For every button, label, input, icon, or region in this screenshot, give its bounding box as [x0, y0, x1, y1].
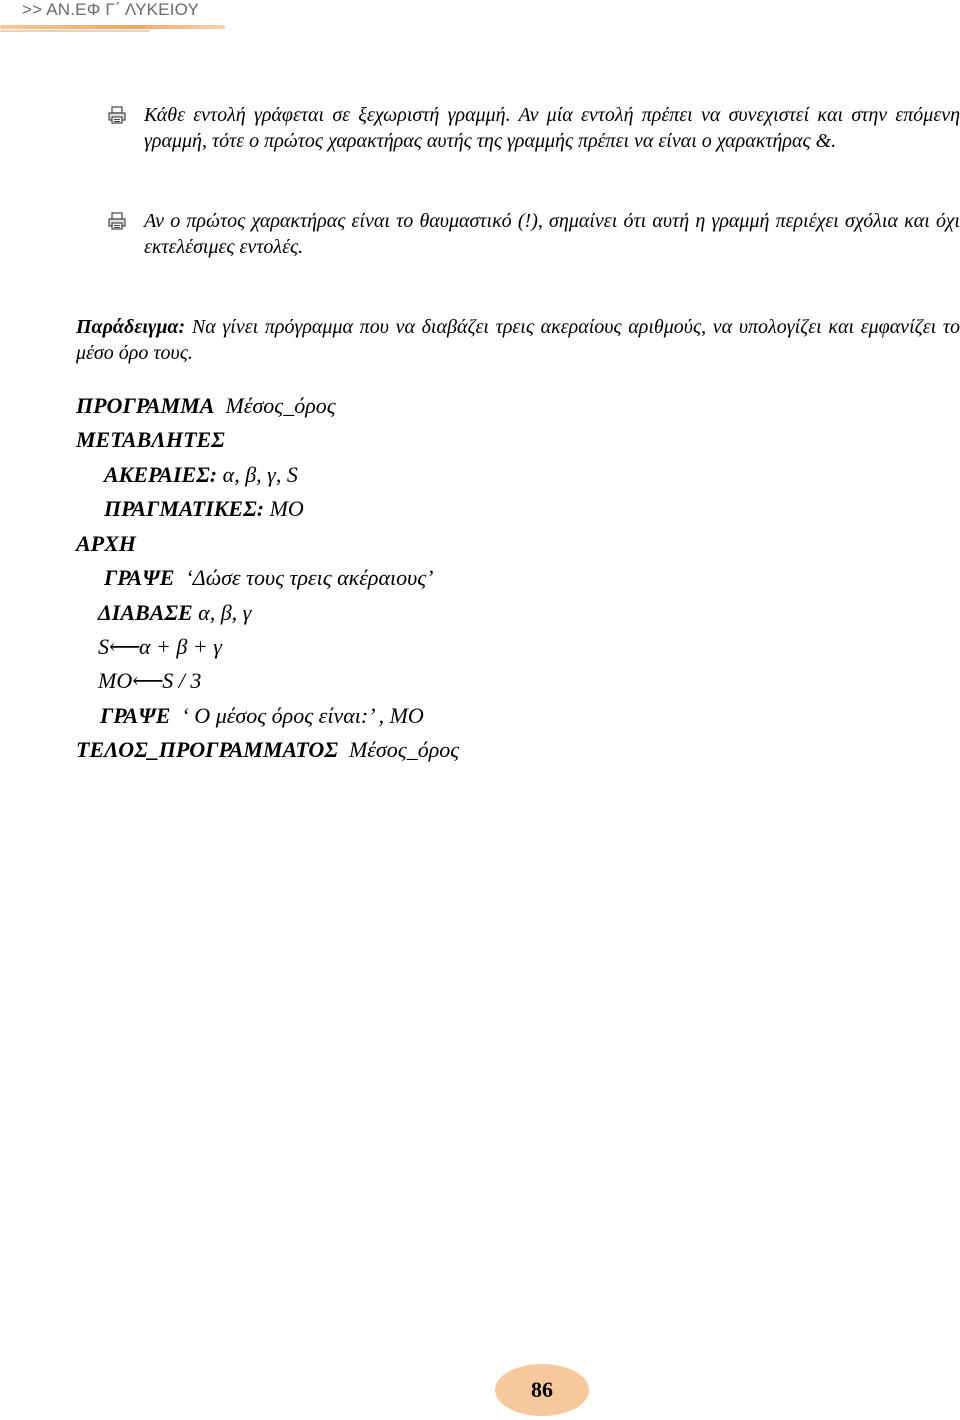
code-identifier: Μέσος_όρος: [348, 737, 460, 762]
example-text: Να γίνει πρόγραμμα που να διαβάζει τρεις ακεραίους αριθμούς, να υπολογίζει και εμφανίζει το μέσο όρο τους.: [76, 316, 960, 364]
bullet-text: Αν ο πρώτος χαρακτήρας είναι το θαυμαστικό (!), σημαίνει ότι αυτή η γραμμή περιέχει σχόλια και όχι εκτελέσιμες εντολές.: [144, 210, 960, 258]
code-string: ‘ Ο μέσος όρος είναι:’ , ΜΟ: [181, 703, 424, 728]
printer-icon: [108, 106, 126, 124]
example-label: Παράδειγμα:: [76, 316, 186, 338]
header-title: >> ΑΝ.ΕΦ Γ΄ ΛΥΚΕΙΟΥ: [22, 0, 200, 19]
page-number-badge: [495, 1364, 589, 1416]
code-line-write1: [104, 564, 433, 592]
code-keyword: ΤΕΛΟΣ_ΠΡΟΓΡΑΜΜΑΤΟΣ: [76, 737, 338, 762]
code-identifier: α, β, γ: [192, 600, 252, 625]
code-keyword: ΔΙΑΒΑΣΕ: [98, 600, 193, 625]
code-keyword: ΓΡΑΨΕ: [100, 703, 171, 728]
header-underline-secondary: [0, 30, 150, 32]
code-keyword: ΠΡΟΓΡΑΜΜΑ: [76, 393, 215, 418]
code-line-assign2: [98, 667, 201, 695]
bullet-text: Κάθε εντολή γράφεται σε ξεχωριστή γραμμή. Αν μία εντολή πρέπει να συνεχιστεί και στην επόμενη γραμμή, τότε ο πρώτος χαρακτήρας αυτής της γραμμής πρέπει να είναι ο χαρακτήρας &.: [144, 104, 960, 152]
code-expression: α + β + γ: [139, 634, 222, 659]
code-identifier: Μέσος_όρος: [225, 393, 336, 418]
code-keyword: ΑΚΕΡΑΙΕΣ:: [104, 462, 218, 487]
code-line-vars: [76, 426, 225, 454]
code-line-integers: [104, 461, 298, 489]
printer-icon: [108, 212, 126, 230]
code-identifier: ΜΟ: [264, 496, 304, 521]
code-keyword: ΠΡΑΓΜΑΤΙΚΕΣ:: [104, 496, 265, 521]
assign-arrow-icon: ⟵: [109, 634, 141, 659]
code-keyword: ΓΡΑΨΕ: [104, 565, 175, 590]
code-identifier: S: [98, 634, 109, 659]
page-number: 86: [531, 1377, 553, 1402]
code-string: ‘Δώσε τους τρεις ακέραιους’: [185, 565, 434, 590]
code-line-end: [76, 736, 459, 764]
code-line-begin: [76, 530, 136, 558]
header-underline: [0, 25, 225, 29]
assign-arrow-icon: ⟵: [132, 668, 164, 693]
code-keyword: ΑΡΧΗ: [76, 531, 136, 556]
code-line-program: [76, 392, 336, 420]
code-keyword: ΜΕΤΑΒΛΗΤΕΣ: [76, 427, 225, 452]
code-expression: S / 3: [162, 668, 202, 693]
code-identifier: α, β, γ, S: [217, 462, 298, 487]
code-line-assign1: [98, 633, 222, 661]
page-header: [0, 0, 240, 40]
code-line-reals: [104, 495, 304, 523]
code-line-read: [98, 599, 251, 627]
code-line-write2: [100, 702, 424, 730]
code-identifier: ΜΟ: [98, 668, 133, 693]
example-paragraph: [76, 314, 960, 366]
